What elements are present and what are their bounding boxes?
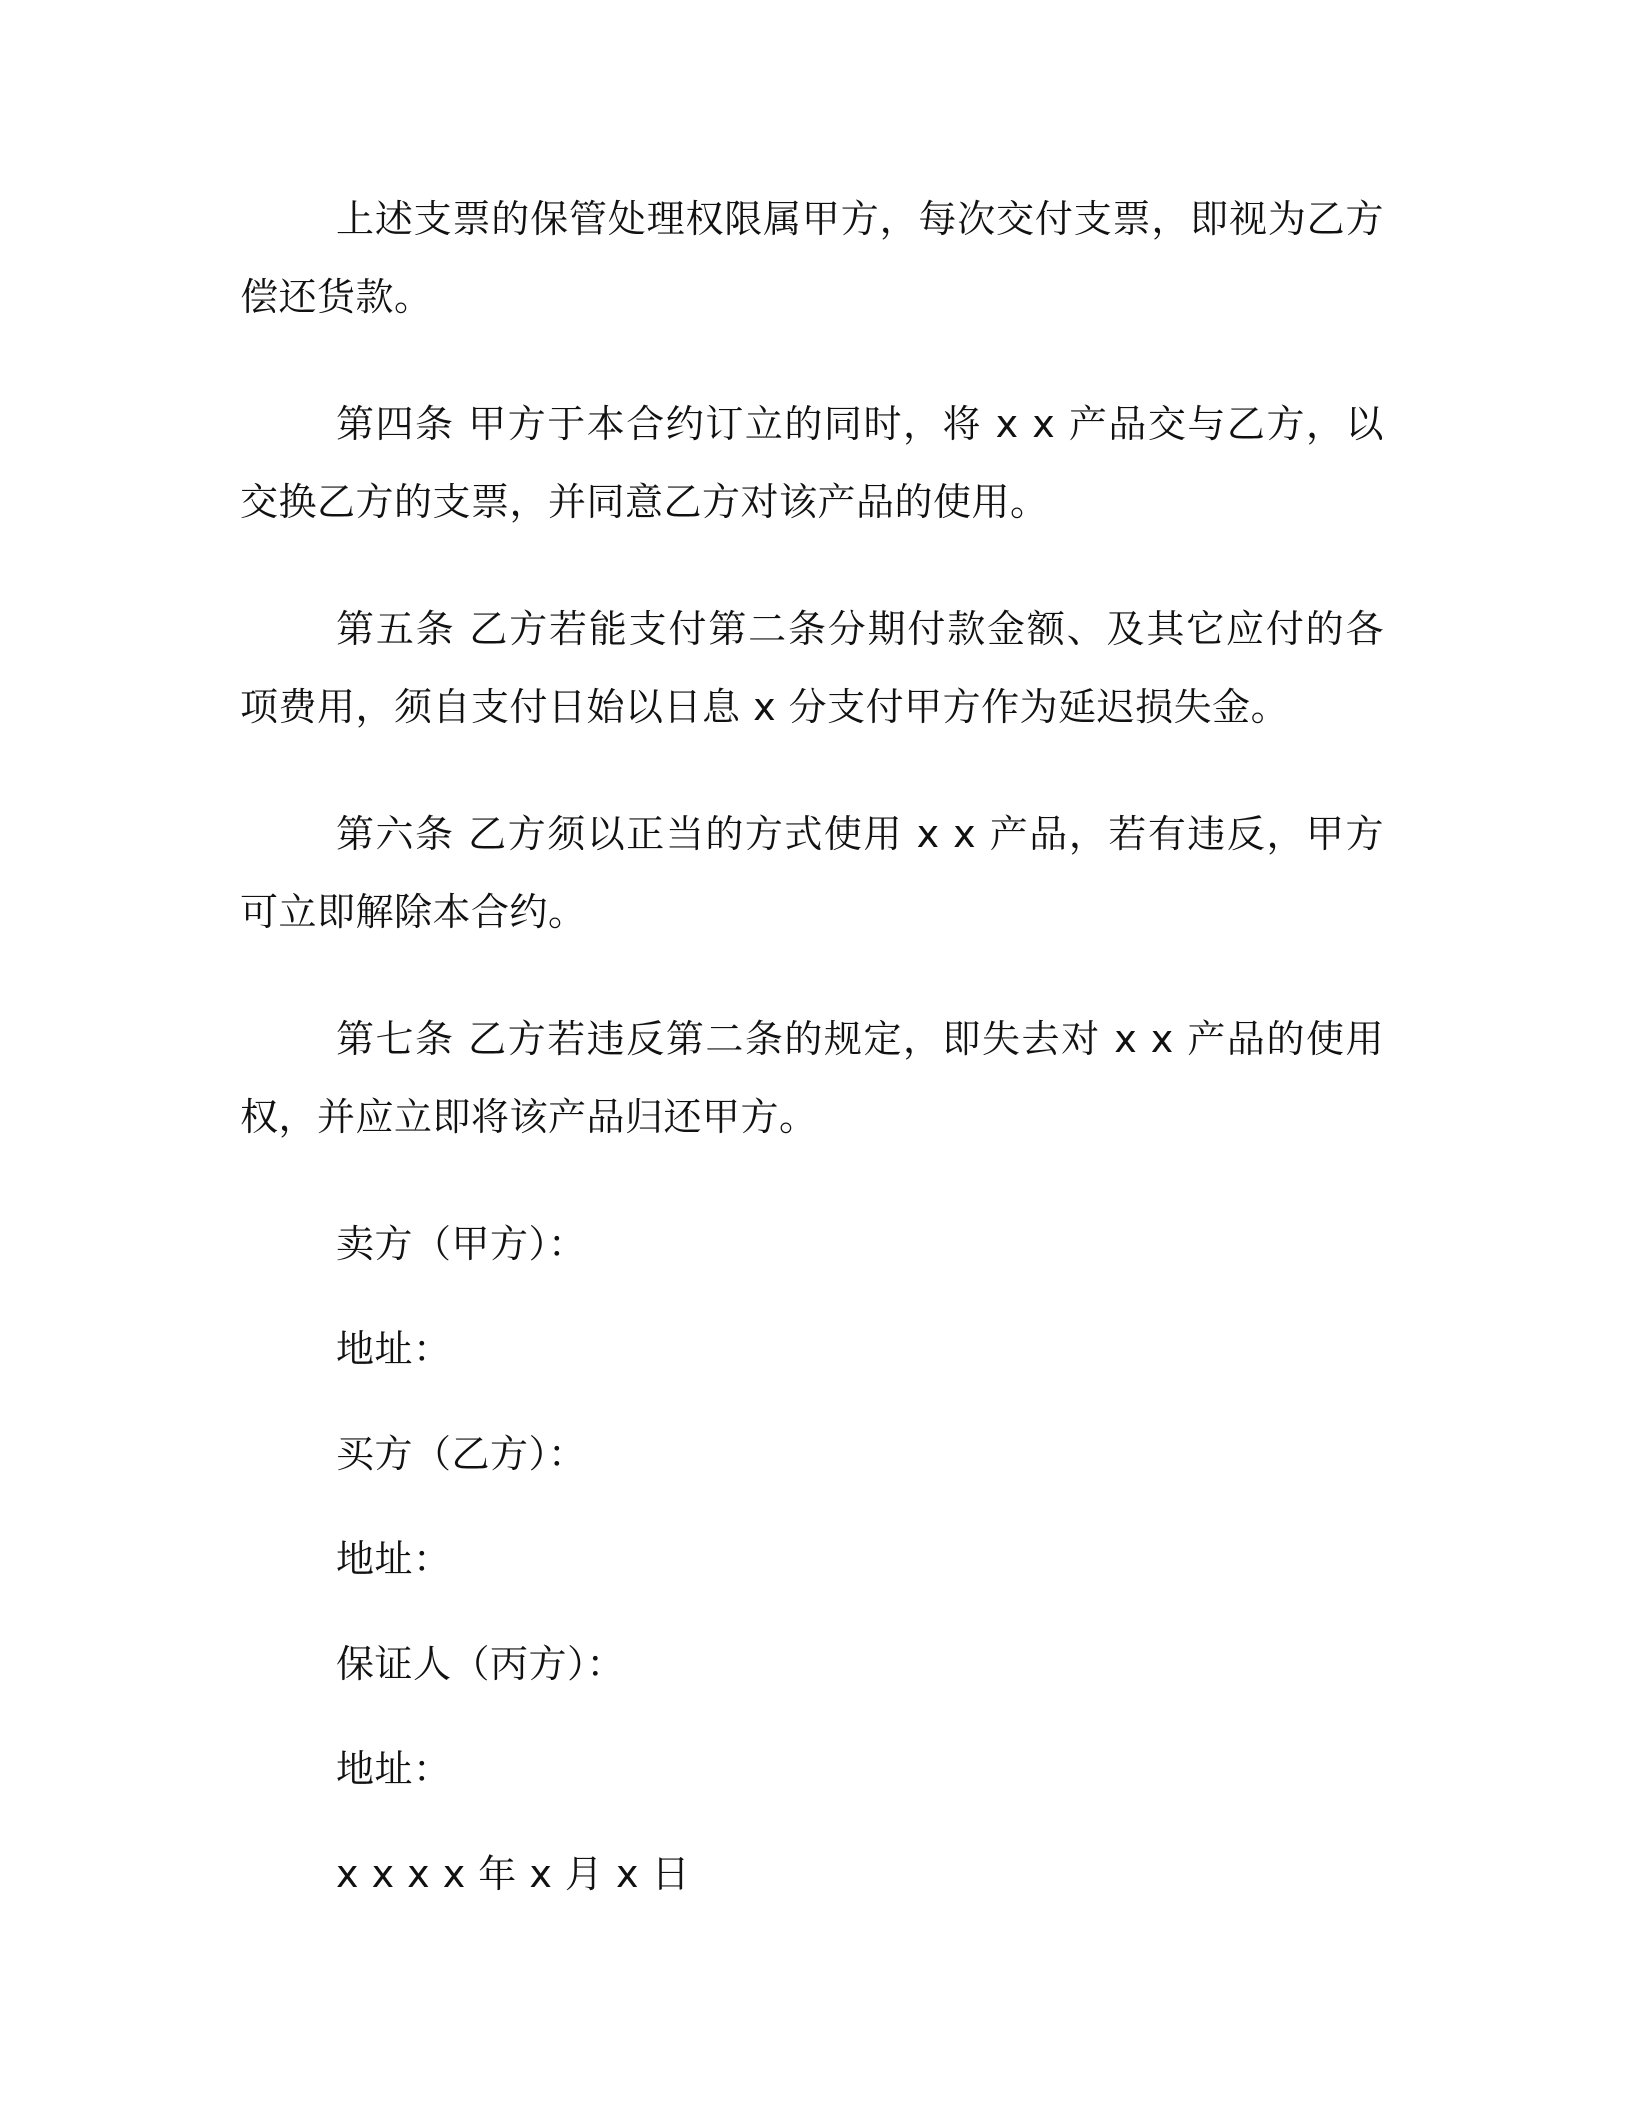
paragraph-cheque-custody: 上述支票的保管处理权限属甲方，每次交付支票，即视为乙方偿还货款。 <box>240 197 1384 319</box>
paragraph-article-5: 第五条 乙方若能支付第二条分期付款金额、及其它应付的各项费用，须自支付日始以日息 x 分支付甲方作为延迟损失金。 <box>240 607 1384 729</box>
buyer-line: 买方（乙方）： <box>336 1432 587 1476</box>
buyer-address-line: 地址： <box>336 1537 452 1581</box>
seller-line: 卖方（甲方）： <box>336 1222 587 1266</box>
paragraph-article-6: 第六条 乙方须以正当的方式使用 x x 产品，若有违反，甲方可立即解除本合约。 <box>240 812 1384 934</box>
guarantor-address-line: 地址： <box>336 1747 452 1791</box>
seller-address-line: 地址： <box>336 1327 452 1371</box>
paragraph-article-4: 第四条 甲方于本合约订立的同时，将 x x 产品交与乙方，以交换乙方的支票，并同意乙方对该产品的使用。 <box>240 402 1384 524</box>
paragraph-article-7: 第七条 乙方若违反第二条的规定，即失去对 x x 产品的使用权，并应立即将该产品归还甲方。 <box>240 1017 1384 1139</box>
date-line: x x x x 年 x 月 x 日 <box>336 1852 691 1896</box>
guarantor-line: 保证人（丙方）： <box>336 1642 626 1686</box>
document-body <box>240 180 1384 1940</box>
